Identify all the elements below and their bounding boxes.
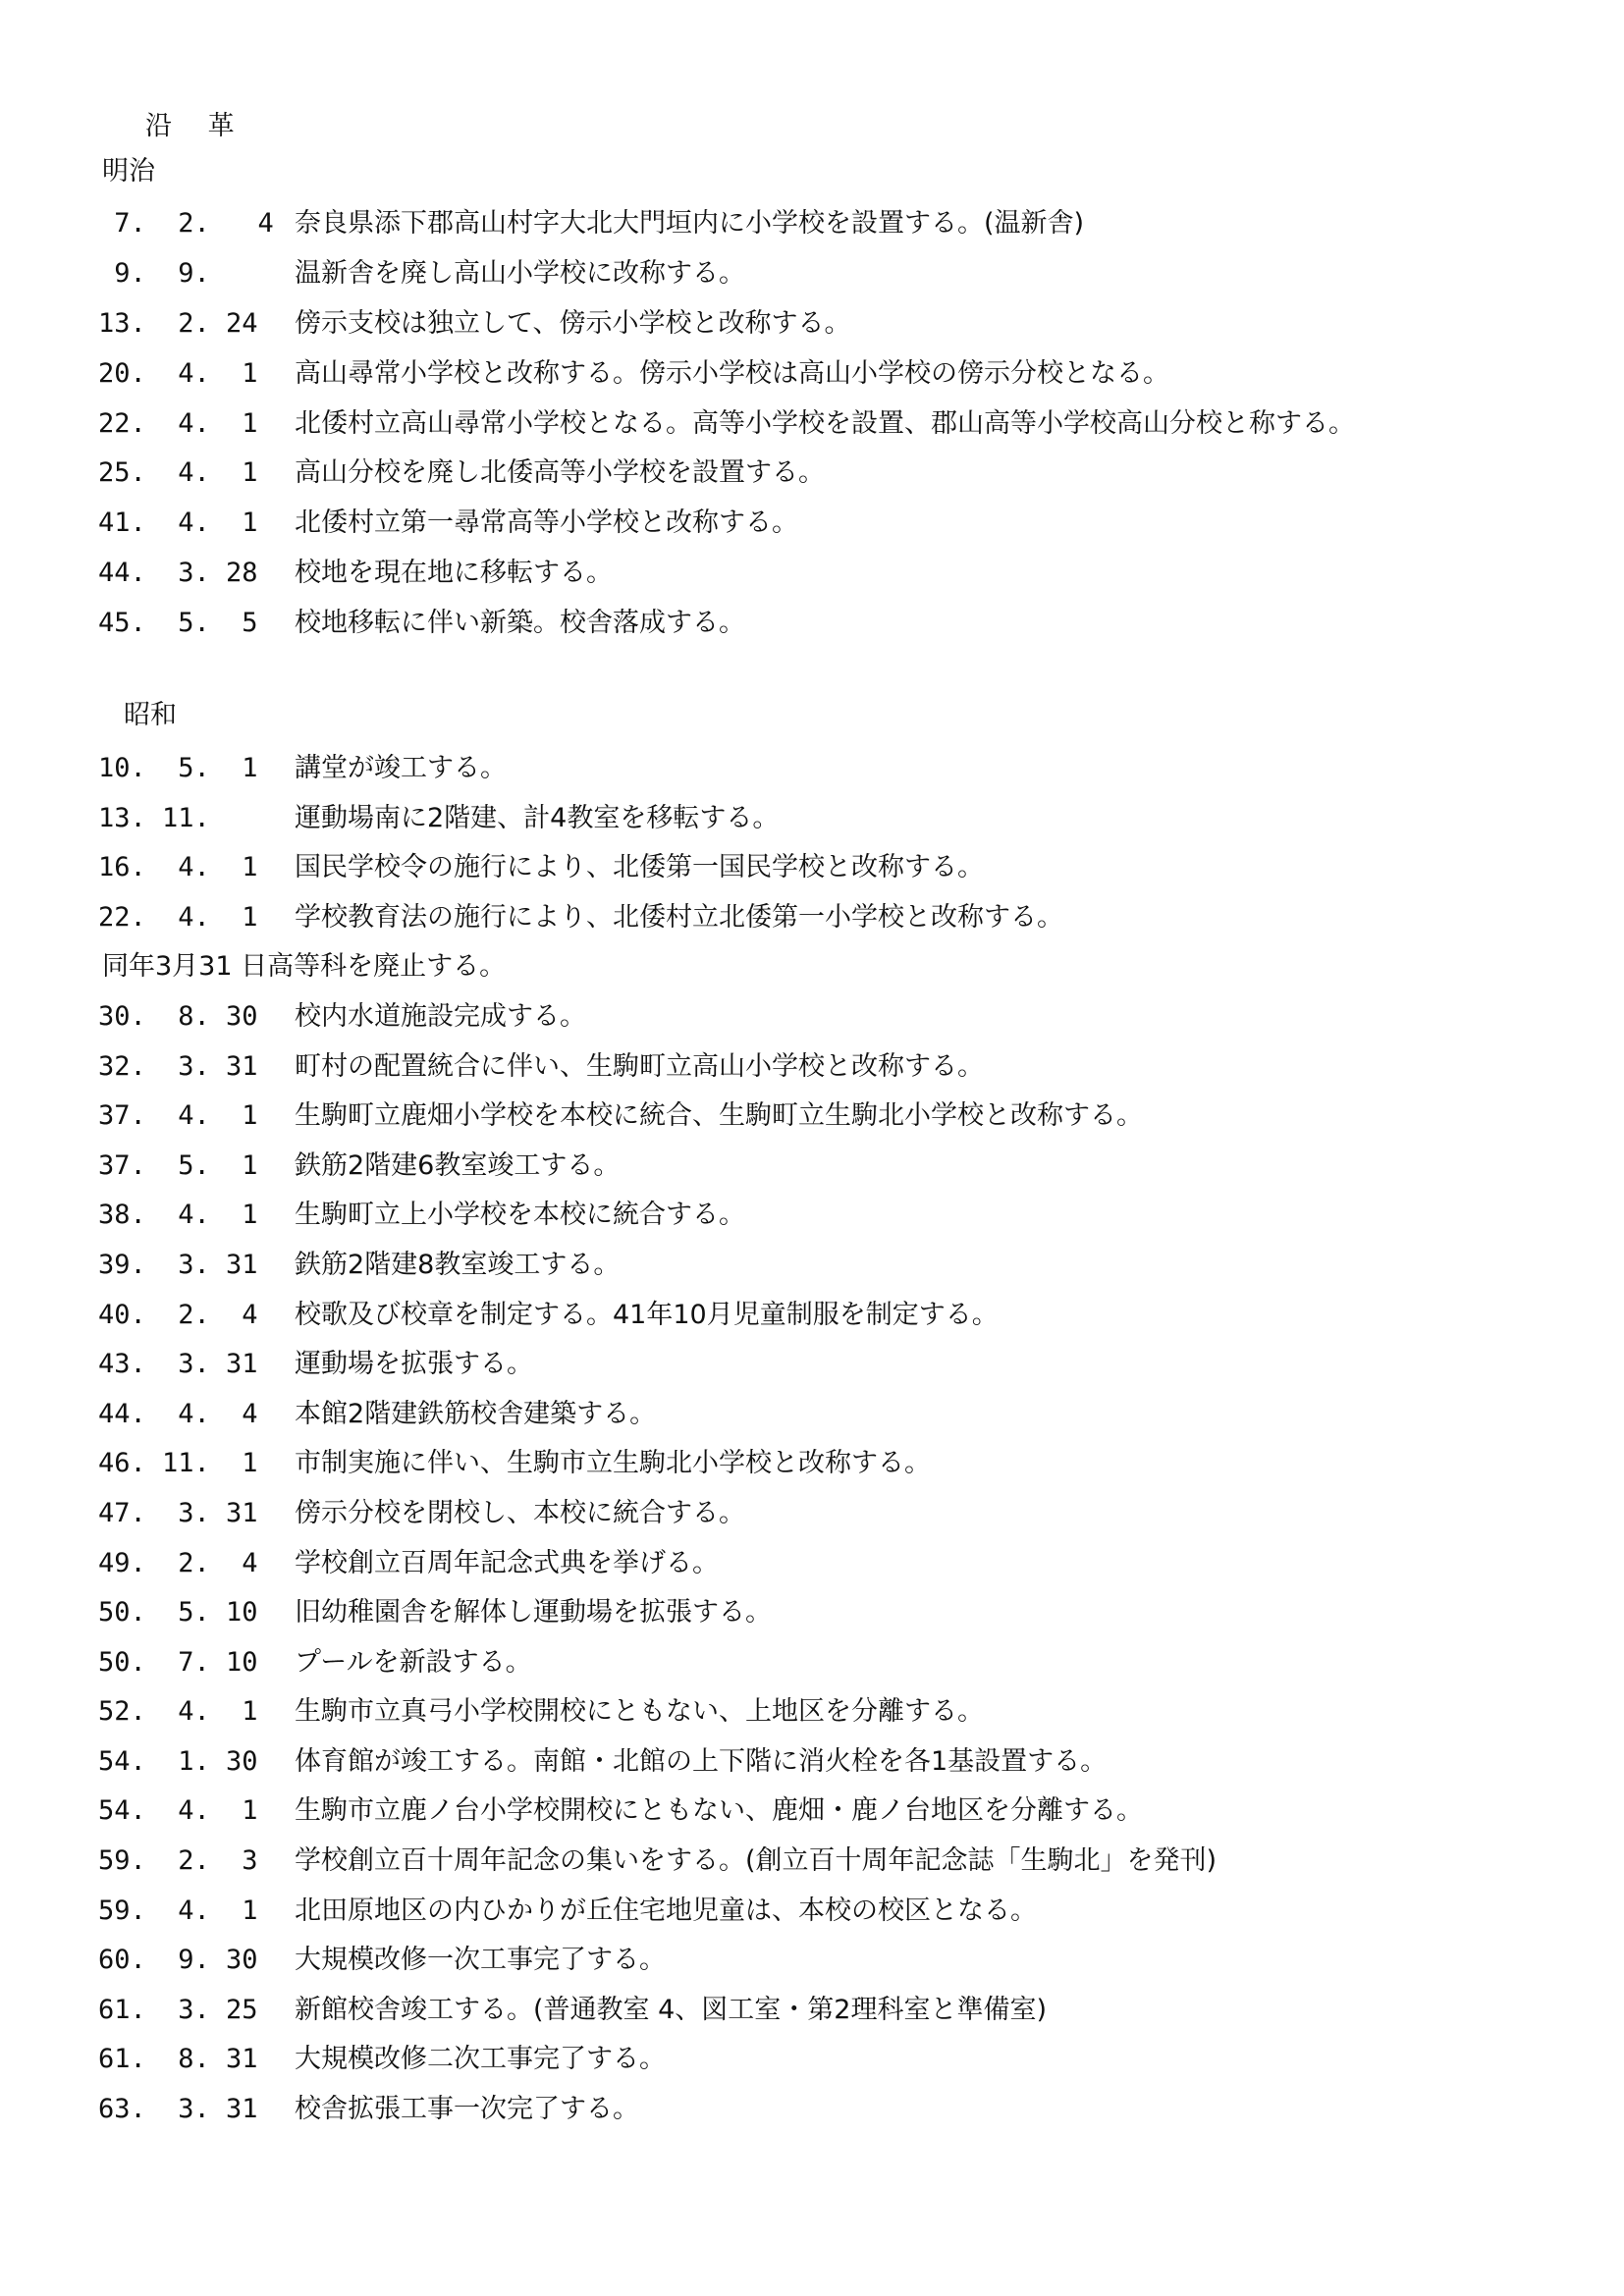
entry-text: 生駒町立鹿畑小学校を本校に統合、生駒町立生駒北小学校と改称する。 bbox=[295, 1100, 1143, 1132]
history-list-meiji bbox=[0, 204, 1624, 654]
era-heading-meiji: 明治 bbox=[102, 156, 155, 187]
history-entry bbox=[0, 1791, 1624, 1842]
entry-text: 温新舎を廃し高山小学校に改称する。 bbox=[295, 257, 745, 289]
entry-date: 43. 3. 31 bbox=[98, 1349, 258, 1380]
entry-date: 39. 3. 31 bbox=[98, 1249, 258, 1280]
history-note: 同年3月31 日高等科を廃止する。 bbox=[102, 951, 507, 983]
history-entry bbox=[0, 1643, 1624, 1693]
entry-text: プールを新設する。 bbox=[295, 1646, 532, 1678]
history-entry bbox=[0, 799, 1624, 849]
entry-text: 生駒町立上小学校を本校に統合する。 bbox=[295, 1200, 745, 1231]
entry-text: 市制実施に伴い、生駒市立生駒北小学校と改称する。 bbox=[295, 1448, 931, 1479]
entry-date: 61. 8. 31 bbox=[98, 2044, 258, 2075]
history-entry bbox=[0, 1742, 1624, 1792]
history-entry bbox=[0, 554, 1624, 604]
entry-text: 新館校舎竣工する。(普通教室 4、図工室・第2理科室と準備室) bbox=[295, 1994, 1048, 2025]
entry-text: 奈良県添下郡高山村字大北大門垣内に小学校を設置する。(温新舎) bbox=[295, 208, 1085, 239]
entry-text: 体育館が竣工する。南館・北館の上下階に消火栓を各1基設置する。 bbox=[295, 1745, 1108, 1777]
history-entry bbox=[0, 1593, 1624, 1643]
entry-date: 54. 1. 30 bbox=[98, 1745, 258, 1777]
entry-date: 37. 4. 1 bbox=[98, 1100, 258, 1132]
history-entry bbox=[0, 1296, 1624, 1346]
entry-date: 41. 4. 1 bbox=[98, 507, 258, 539]
history-entry bbox=[0, 504, 1624, 554]
document-title: 沿 革 bbox=[145, 111, 248, 141]
entry-date: 50. 5. 10 bbox=[98, 1597, 258, 1629]
entry-date: 37. 5. 1 bbox=[98, 1149, 258, 1181]
history-entry bbox=[0, 354, 1624, 404]
history-entry bbox=[0, 2040, 1624, 2090]
entry-text: 高山尋常小学校と改称する。傍示小学校は高山小学校の傍示分校となる。 bbox=[295, 357, 1169, 389]
entry-text: 傍示分校を閉校し、本校に統合する。 bbox=[295, 1497, 745, 1528]
entry-date: 59. 4. 1 bbox=[98, 1895, 258, 1926]
entry-text: 運動場を拡張する。 bbox=[295, 1349, 533, 1380]
history-entry bbox=[0, 1892, 1624, 1942]
entry-date: 61. 3. 25 bbox=[98, 1994, 258, 2025]
entry-date: 46. 11. 1 bbox=[98, 1448, 258, 1479]
entry-date: 16. 4. 1 bbox=[98, 852, 258, 883]
entry-date: 40. 2. 4 bbox=[98, 1299, 258, 1330]
entry-text: 北田原地区の内ひかりが丘住宅地児童は、本校の校区となる。 bbox=[295, 1895, 1037, 1926]
history-list-showa bbox=[0, 749, 1624, 2140]
entry-text: 生駒市立真弓小学校開校にともない、上地区を分離する。 bbox=[295, 1696, 984, 1728]
entry-text: 旧幼稚園舎を解体し運動場を拡張する。 bbox=[295, 1597, 772, 1629]
history-entry bbox=[0, 254, 1624, 304]
history-entry bbox=[0, 1842, 1624, 1892]
history-entry bbox=[0, 1494, 1624, 1544]
history-entry bbox=[0, 1991, 1624, 2041]
entry-text: 学校教育法の施行により、北倭村立北倭第一小学校と改称する。 bbox=[295, 901, 1063, 933]
entry-text: 校地移転に伴い新築。校舎落成する。 bbox=[295, 608, 745, 639]
entry-date: 9. 9. bbox=[98, 257, 210, 289]
entry-date: 30. 8. 30 bbox=[98, 1000, 258, 1032]
entry-date: 63. 3. 31 bbox=[98, 2094, 258, 2125]
entry-text: 町村の配置統合に伴い、生駒町立高山小学校と改称する。 bbox=[295, 1050, 984, 1082]
era-heading-showa: 昭和 bbox=[124, 700, 177, 730]
entry-text: 鉄筋2階建8教室竣工する。 bbox=[295, 1249, 621, 1280]
history-entry bbox=[0, 1147, 1624, 1197]
entry-text: 学校創立百十周年記念の集いをする。(創立百十周年記念誌「生駒北」を発刊) bbox=[295, 1845, 1218, 1877]
entry-text: 本館2階建鉄筋校舎建築する。 bbox=[295, 1398, 657, 1429]
history-entry bbox=[0, 1395, 1624, 1445]
entry-date: 59. 2. 3 bbox=[98, 1845, 258, 1877]
entry-text: 運動場南に2階建、計4教室を移転する。 bbox=[295, 802, 780, 833]
entry-date: 32. 3. 31 bbox=[98, 1050, 258, 1082]
history-entry bbox=[0, 1047, 1624, 1097]
entry-date: 13. 2. 24 bbox=[98, 307, 258, 339]
history-entry bbox=[0, 997, 1624, 1047]
entry-date: 47. 3. 31 bbox=[98, 1497, 258, 1528]
entry-date: 22. 4. 1 bbox=[98, 901, 258, 933]
entry-date: 60. 9. 30 bbox=[98, 1945, 258, 1976]
history-entry bbox=[0, 604, 1624, 654]
entry-date: 13. 11. bbox=[98, 802, 210, 833]
history-entry bbox=[0, 454, 1624, 504]
entry-text: 校内水道施設完成する。 bbox=[295, 1000, 586, 1032]
history-entry bbox=[0, 1246, 1624, 1296]
entry-date: 20. 4. 1 bbox=[98, 357, 258, 389]
entry-date: 38. 4. 1 bbox=[98, 1200, 258, 1231]
entry-text: 校地を現在地に移転する。 bbox=[295, 558, 613, 589]
history-entry bbox=[0, 1345, 1624, 1395]
entry-date: 44. 4. 4 bbox=[98, 1398, 258, 1429]
entry-text: 大規模改修二次工事完了する。 bbox=[295, 2044, 666, 2075]
entry-text: 国民学校令の施行により、北倭第一国民学校と改称する。 bbox=[295, 852, 984, 883]
entry-text: 北倭村立第一尋常高等小学校と改称する。 bbox=[295, 507, 798, 539]
entry-date: 52. 4. 1 bbox=[98, 1696, 258, 1728]
history-entry bbox=[0, 1941, 1624, 1991]
entry-text: 講堂が竣工する。 bbox=[295, 753, 507, 783]
history-entry bbox=[0, 1096, 1624, 1147]
entry-date: 45. 5. 5 bbox=[98, 608, 258, 639]
entry-date: 10. 5. 1 bbox=[98, 753, 258, 783]
entry-text: 生駒市立鹿ノ台小学校開校にともない、鹿畑・鹿ノ台地区を分離する。 bbox=[295, 1795, 1143, 1827]
history-entry bbox=[0, 1544, 1624, 1594]
entry-text: 学校創立百周年記念式典を挙げる。 bbox=[295, 1547, 719, 1578]
entry-text: 鉄筋2階建6教室竣工する。 bbox=[295, 1149, 621, 1181]
history-entry bbox=[0, 848, 1624, 898]
entry-text: 校歌及び校章を制定する。41年10月児童制服を制定する。 bbox=[295, 1299, 999, 1330]
history-entry bbox=[0, 204, 1624, 254]
entry-date: 25. 4. 1 bbox=[98, 457, 258, 489]
entry-text: 高山分校を廃し北倭高等小学校を設置する。 bbox=[295, 457, 825, 489]
entry-date: 49. 2. 4 bbox=[98, 1547, 258, 1578]
history-entry bbox=[0, 304, 1624, 354]
entry-date: 54. 4. 1 bbox=[98, 1795, 258, 1827]
history-entry bbox=[0, 898, 1624, 948]
entry-date: 22. 4. 1 bbox=[98, 407, 258, 439]
entry-text: 傍示支校は独立して、傍示小学校と改称する。 bbox=[295, 307, 851, 339]
entry-date: 44. 3. 28 bbox=[98, 558, 258, 589]
history-entry bbox=[0, 749, 1624, 799]
entry-date: 50. 7. 10 bbox=[98, 1646, 258, 1678]
entry-text: 北倭村立高山尋常小学校となる。高等小学校を設置、郡山高等小学校高山分校と称する。 bbox=[295, 407, 1355, 439]
history-entry bbox=[0, 1692, 1624, 1742]
history-entry bbox=[0, 404, 1624, 454]
history-entry bbox=[0, 1444, 1624, 1494]
history-entry bbox=[0, 2090, 1624, 2140]
history-entry bbox=[0, 947, 1624, 997]
entry-text: 大規模改修一次工事完了する。 bbox=[295, 1945, 666, 1976]
entry-date: 7. 2. 4 bbox=[98, 208, 274, 239]
history-entry bbox=[0, 1196, 1624, 1246]
entry-text: 校舎拡張工事一次完了する。 bbox=[295, 2094, 639, 2125]
